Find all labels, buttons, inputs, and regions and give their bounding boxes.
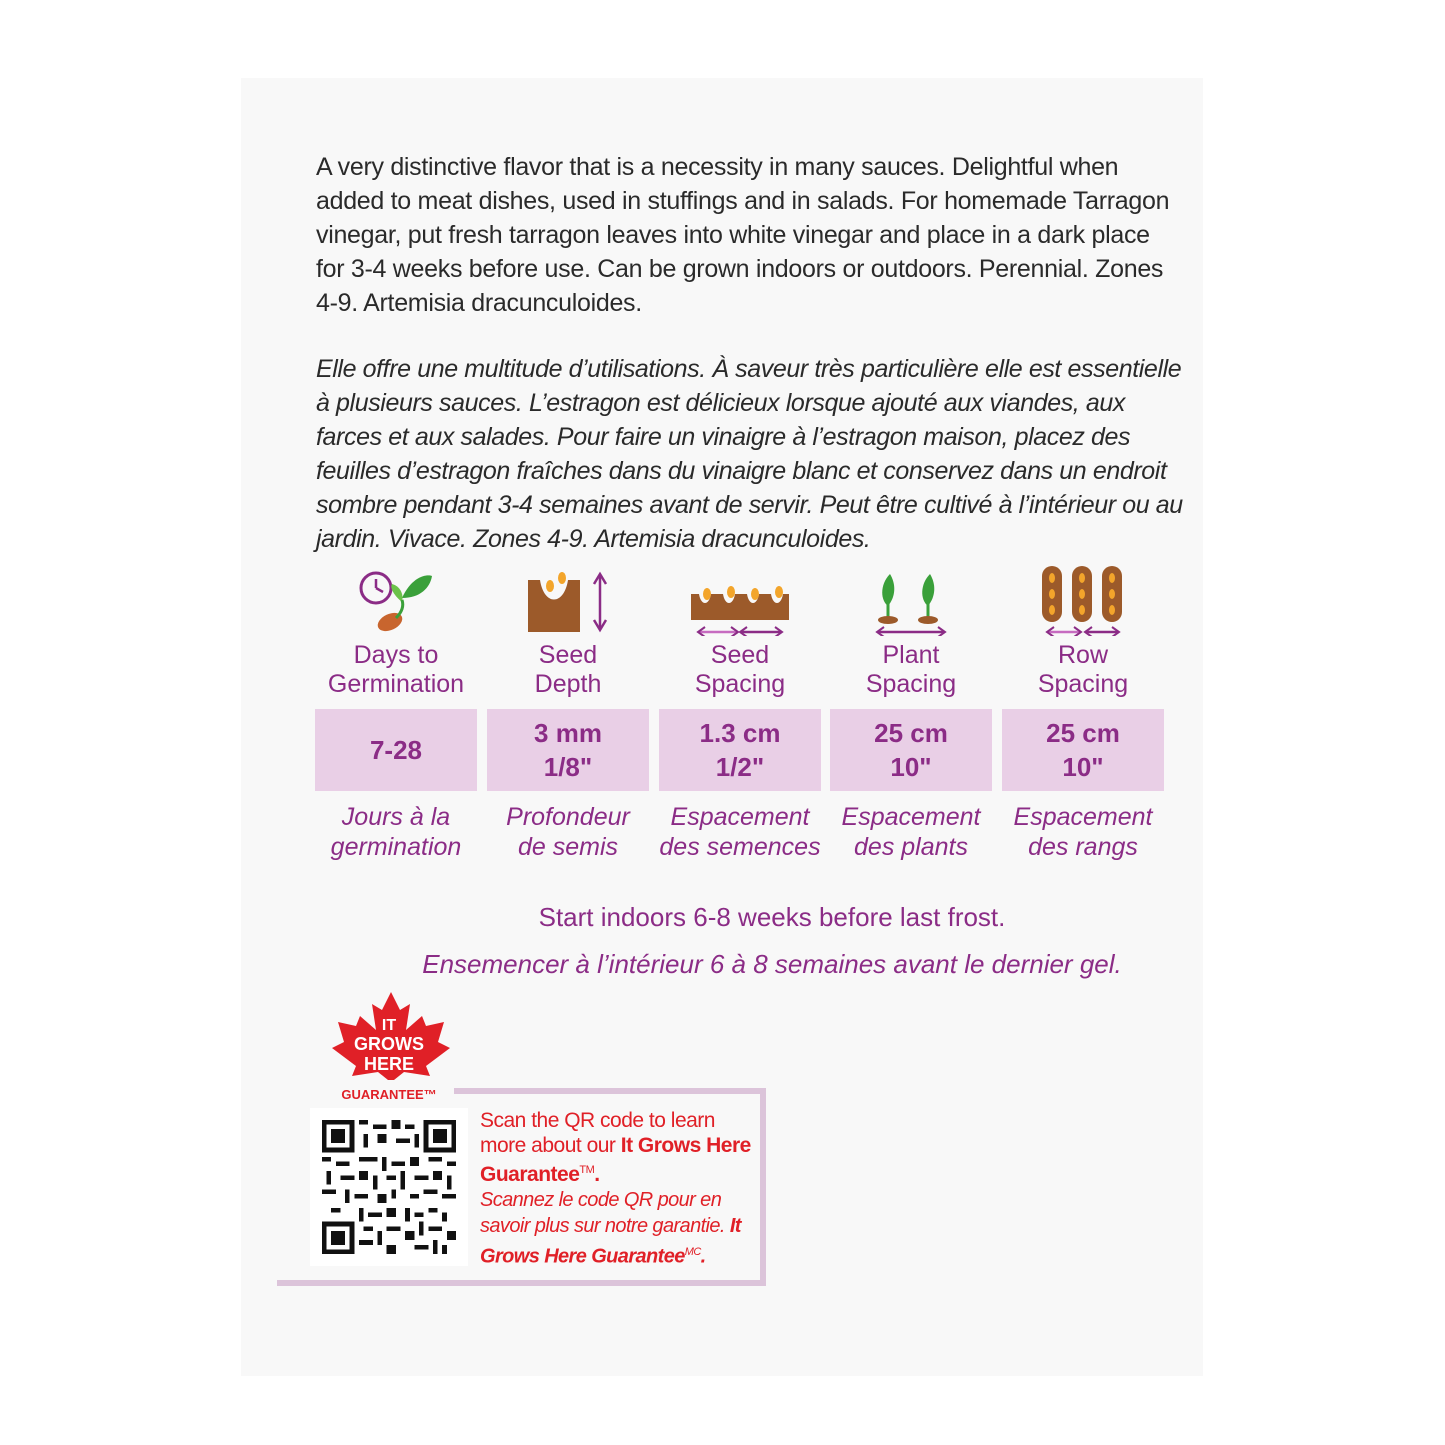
start-indoors-french: Ensemencer à l’intérieur 6 à 8 semaines avant le dernier gel. [422,949,1122,979]
spec-value-seed-spacing: 1.3 cm 1/2" [659,709,821,791]
spec-label-seed-depth: Seed Depth [534,641,602,698]
spec-value-row-spacing: 25 cm 10" [1002,709,1164,791]
spec-value-days-to-germination: 7-28 [315,709,477,791]
badge-it-text: IT [381,1017,397,1034]
row-spacing-icon [1028,566,1138,636]
spec-label-fr-seed-spacing: Espacement des semences [659,803,821,861]
spec-label-fr-plant-spacing: Espacement des plants [841,803,981,861]
seed-spacing-icon [685,566,795,636]
spec-value-seed-depth: 3 mm 1/8" [487,709,649,791]
scan-text-english: Scan the QR code to learn more about our It Grows Here Guarantee™. [480,1109,751,1186]
seed-depth-icon [514,566,624,636]
badge-here-text: HERE [363,1054,415,1074]
spec-label-fr-row-spacing: Espacement des rangs [1013,803,1153,861]
spec-value-plant-spacing: 25 cm 10" [830,709,992,791]
start-indoors-english: Start indoors 6-8 weeks before last frost. [538,902,1006,932]
spec-label-fr-germination: Jours à la germination [330,803,462,861]
plant-spacing-icon [856,566,966,636]
qr-code-container[interactable] [310,1108,468,1266]
description-french: Elle offre une multitude d’utilisations. À saveur très particulière elle est essentielle à plusieurs sauces. L’estragon est délicieux lorsque ajouté aux viandes, aux farces et aux salades. Pour faire un vinaigre à l’estragon maison, placez des feuilles d’estragon fraîches dans du vinaigre blanc et conservez dans un endroit sombre pendant 3-4 semaines avant de servir. Peut être cultivé à l’intérieur ou au jardin. Vivace. Zones 4-9. Artemisia dracunculoides. [316,355,1183,553]
badge-grows-text: GROWS [354,1034,424,1054]
qr-code-icon [322,1120,456,1254]
spec-label-seed-spacing: Seed Spacing [694,641,786,698]
spec-label-days-to-germination: Days to Germination [327,641,465,698]
germination-clock-icon [352,566,462,636]
spec-label-fr-seed-depth: Profondeur de semis [506,803,630,861]
guarantee-info [480,1108,760,1270]
spec-label-plant-spacing: Plant Spacing [865,641,957,698]
badge-guarantee-text: GUARANTEE™ [341,1087,437,1102]
description-english: A very distinctive flavor that is a necessity in many sauces. Delightful when added to meat dishes, used in stuffings and in salads. For homemade Tarragon vinegar, put fresh tarragon leaves into white vinegar and place in a dark place for 3-4 weeks before use. Can be grown indoors or outdoors. Perennial. Zones 4-9. Artemisia dracunculoides. [316,153,1170,317]
scan-text-french: Scannez le code QR pour en savoir plus sur notre garantie. It Grows Here Guarantee$^{MC}$. [480,1189,741,1268]
spec-label-row-spacing: Row Spacing [1037,641,1129,698]
